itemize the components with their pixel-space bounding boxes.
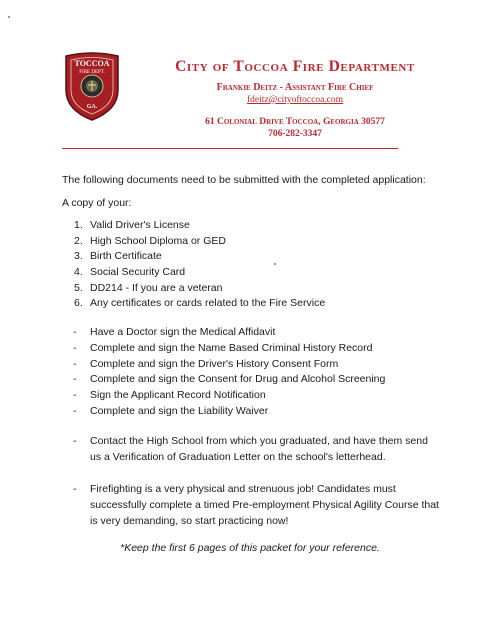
item-text: Sign the Applicant Record Notification [90, 389, 266, 402]
dash-bullet: - [73, 404, 77, 417]
copy-label: A copy of your: [62, 197, 132, 209]
item-number: 1. [74, 219, 83, 231]
list-item [62, 296, 325, 312]
intro-text: The following documents need to be submitted with the completed application: [62, 174, 426, 186]
scan-speck [274, 263, 276, 265]
list-item [62, 404, 385, 420]
chief-name-title: Frankie Deitz - Assistant Fire Chief [216, 82, 374, 93]
item-number: 4. [74, 266, 83, 279]
item-text: Complete and sign the Name Based Criminal History Record [90, 341, 373, 354]
scan-speck [8, 16, 10, 18]
seal-mid-text: FIRE DEPT. [79, 70, 105, 75]
item-number: 6. [74, 297, 83, 310]
item-number: 3. [74, 250, 83, 263]
item-number: 2. [74, 234, 83, 247]
item-text: Complete and sign the Consent for Drug and Alcohol Screening [90, 373, 386, 386]
dash-bullet: - [73, 435, 77, 447]
dash-bullet: - [73, 373, 77, 386]
department-phone: 706-282-3347 [268, 129, 322, 139]
dash-bullet: - [73, 483, 77, 495]
graduation-letter-text: Contact the High School from which you graduated, and have them send us a Verification of Graduation Letter on the school's letterhead. [90, 435, 428, 463]
item-text: Have a Doctor sign the Medical Affidavit [90, 326, 276, 338]
item-text: High School Diploma or GED [90, 234, 226, 247]
reference-note: *Keep the first 6 pages of this packet for your reference. [120, 542, 380, 554]
list-item [62, 341, 385, 357]
list-item [62, 249, 325, 265]
seal-bottom-text: GA. [86, 104, 98, 110]
list-item [62, 218, 325, 234]
item-text: Social Security Card [90, 266, 186, 279]
department-title: City of Toccoa Fire Department [175, 58, 415, 75]
dash-bullet: - [73, 357, 77, 370]
dash-bullet: - [73, 389, 77, 402]
list-item [62, 234, 325, 250]
list-item [62, 265, 325, 281]
list-item [62, 372, 385, 388]
required-tasks-list [62, 325, 385, 420]
item-text: DD214 - If you are a veteran [90, 281, 223, 294]
chief-email-link[interactable]: fdeitz@cityoftoccoa.com [246, 95, 344, 105]
item-text: Any certificates or cards related to the Fire Service [90, 297, 326, 310]
dash-bullet: - [73, 326, 77, 338]
department-address: 61 Colonial Drive Toccoa, Georgia 30577 [205, 117, 385, 127]
graduation-letter-item [62, 433, 440, 465]
letterhead-divider [62, 148, 398, 149]
list-item [62, 281, 325, 297]
list-item [62, 325, 385, 341]
seal-top-text: TOCCOA [74, 59, 110, 68]
required-documents-list [62, 218, 325, 312]
list-item [62, 357, 385, 373]
item-text: Complete and sign the Liability Waiver [90, 404, 269, 417]
fire-department-seal-logo [62, 50, 122, 122]
item-number: 5. [74, 281, 83, 294]
item-text: Birth Certificate [90, 250, 162, 263]
dash-bullet: - [73, 341, 77, 354]
physical-agility-text: Firefighting is a very physical and strenuous job! Candidates must successfully complete a timed Pre-employment Physical Agility Course that is very demanding, so start practicing now! [90, 483, 439, 527]
list-item [62, 388, 385, 404]
item-text: Valid Driver's License [90, 219, 190, 231]
item-text: Complete and sign the Driver's History Consent Form [90, 357, 339, 370]
physical-agility-item [62, 481, 440, 529]
